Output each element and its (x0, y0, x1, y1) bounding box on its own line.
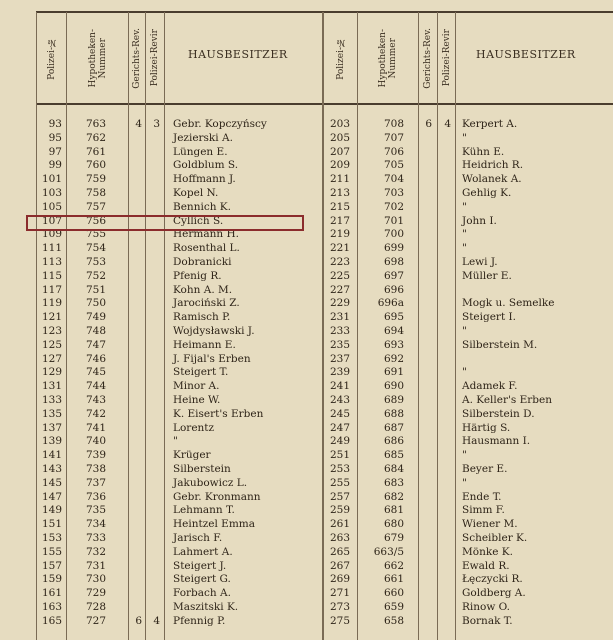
cell-hausbesitzer: Bornak T. (462, 614, 513, 627)
cell-polizei-nr: 117 (41, 283, 62, 296)
cell-hypotheken-nr: 663/5 (373, 545, 404, 558)
cell-hypotheken-nr: 761 (85, 145, 106, 158)
table-row (0, 532, 613, 545)
cell-hausbesitzer: A. Keller's Erben (462, 394, 552, 406)
cell-hausbesitzer: Pfennig P. (173, 614, 226, 627)
table-row (0, 394, 613, 407)
table-row (0, 284, 613, 297)
cell-polizei-nr: 123 (41, 325, 62, 337)
cell-hypotheken-nr: 762 (85, 131, 106, 144)
table-row (0, 297, 613, 310)
cell-hausbesitzer: Forbach A. (173, 587, 231, 600)
cell-polizei-nr: 255 (329, 476, 350, 489)
cell-hausbesitzer: Bennich K. (173, 200, 231, 213)
cell-polizei-nr: 107 (41, 214, 62, 227)
top-rule (36, 11, 613, 13)
cell-hausbesitzer: Gebr. Kopczyńscy (173, 118, 267, 130)
cell-polizei-nr: 243 (329, 394, 350, 406)
header-hausbesitzer: HAUSBESITZER (476, 48, 576, 61)
cell-hypotheken-nr: 689 (383, 394, 404, 406)
cell-polizei-nr: 261 (329, 518, 350, 531)
cell-hausbesitzer: Rinow O. (462, 601, 511, 613)
cell-polizei-nr: 153 (41, 532, 62, 544)
cell-hausbesitzer: Lewi J. (462, 256, 498, 268)
cell-hypotheken-nr: 746 (85, 352, 106, 365)
cell-hypotheken-nr: 758 (85, 187, 106, 199)
cell-hypotheken-nr: 696 (383, 283, 404, 296)
cell-gerichts-rev: 6 (135, 614, 142, 627)
cell-hypotheken-nr: 740 (85, 435, 106, 448)
cell-polizei-nr: 263 (329, 532, 350, 544)
cell-hausbesitzer: Maszitski K. (173, 601, 239, 613)
cell-polizei-nr: 209 (329, 159, 350, 172)
cell-hausbesitzer: " (462, 200, 467, 213)
cell-hypotheken-nr: 681 (383, 504, 404, 517)
table-row (0, 146, 613, 159)
cell-hypotheken-nr: 733 (85, 532, 106, 544)
cell-hausbesitzer: Heimann E. (173, 338, 236, 351)
cell-polizei-nr: 151 (41, 518, 62, 531)
cell-hausbesitzer: Mogk u. Semelke (462, 297, 555, 310)
table-row (0, 366, 613, 379)
cell-hausbesitzer: Beyer E. (462, 463, 508, 475)
cell-hausbesitzer: Kühn E. (462, 145, 505, 158)
header-hypotheken: Hypotheken- Nummer (87, 28, 108, 88)
cell-hypotheken-nr: 743 (85, 394, 106, 406)
cell-hausbesitzer: " (462, 476, 467, 489)
cell-hausbesitzer: Lehmann T. (173, 504, 235, 517)
cell-hausbesitzer: Steigert T. (173, 366, 229, 379)
header-polizei: Polizei-№ (335, 36, 346, 80)
table-row (0, 463, 613, 476)
table-row (0, 477, 613, 490)
table-row (0, 380, 613, 393)
cell-hypotheken-nr: 701 (383, 214, 404, 227)
cell-hausbesitzer: Kopel N. (173, 187, 219, 199)
cell-polizei-nr: 231 (329, 311, 350, 324)
table-row (0, 353, 613, 366)
cell-hypotheken-nr: 754 (85, 242, 106, 255)
table-row (0, 311, 613, 324)
cell-hausbesitzer: Wolanek A. (462, 173, 522, 186)
cell-hausbesitzer: Adamek F. (462, 380, 518, 393)
cell-hausbesitzer: Heine W. (173, 394, 221, 406)
cell-polizei-nr: 93 (48, 118, 62, 130)
cell-hypotheken-nr: 707 (383, 131, 404, 144)
cell-hausbesitzer: Müller E. (462, 269, 512, 282)
cell-hypotheken-nr: 697 (383, 269, 404, 282)
cell-hausbesitzer: " (462, 366, 467, 379)
table-row (0, 422, 613, 435)
cell-hypotheken-nr: 759 (85, 173, 106, 186)
cell-hypotheken-nr: 744 (85, 380, 106, 393)
cell-hypotheken-nr: 691 (383, 366, 404, 379)
cell-polizei-nr: 165 (41, 614, 62, 627)
cell-polizei-nr: 275 (329, 614, 350, 627)
row-highlight-box (26, 215, 304, 231)
table-row (0, 504, 613, 517)
cell-polizei-nr: 203 (329, 118, 350, 130)
cell-polizei-nr: 233 (329, 325, 350, 337)
cell-hausbesitzer: Silberstein D. (462, 407, 535, 420)
cell-hausbesitzer: Jarisch F. (173, 532, 223, 544)
cell-polizei-nr: 111 (41, 242, 62, 255)
cell-polizei-nr: 143 (41, 463, 62, 475)
cell-polizei-nr: 217 (329, 214, 350, 227)
cell-hypotheken-nr: 690 (383, 380, 404, 393)
cell-hypotheken-nr: 692 (383, 352, 404, 365)
table-row (0, 159, 613, 172)
cell-hypotheken-nr: 737 (85, 476, 106, 489)
cell-hypotheken-nr: 736 (85, 490, 106, 503)
cell-polizei-nr: 129 (41, 366, 62, 379)
header-polizei-revir: Polizei-Revir (150, 29, 160, 87)
cell-hypotheken-nr: 755 (85, 228, 106, 241)
cell-hausbesitzer: Jezierski A. (173, 131, 233, 144)
cell-gerichts-rev: 6 (425, 118, 432, 130)
cell-hausbesitzer: John I. (462, 214, 497, 227)
cell-polizei-nr: 161 (41, 587, 62, 600)
cell-polizei-nr: 215 (329, 200, 350, 213)
cell-hypotheken-nr: 683 (383, 476, 404, 489)
cell-polizei-nr: 157 (41, 559, 62, 572)
cell-hypotheken-nr: 756 (85, 214, 106, 227)
cell-hausbesitzer: Ramisch P. (173, 311, 231, 324)
cell-polizei-nr: 155 (41, 545, 62, 558)
cell-polizei-nr: 99 (48, 159, 62, 172)
cell-hypotheken-nr: 751 (85, 283, 106, 296)
cell-hausbesitzer: Wiener M. (462, 518, 518, 531)
cell-hypotheken-nr: 695 (383, 311, 404, 324)
cell-polizei-nr: 103 (41, 187, 62, 199)
cell-polizei-nr: 119 (41, 297, 62, 310)
cell-polizei-nr: 223 (329, 256, 350, 268)
cell-hausbesitzer: " (462, 242, 467, 255)
cell-hypotheken-nr: 699 (383, 242, 404, 255)
cell-hausbesitzer: Silberstein (173, 463, 231, 475)
cell-hypotheken-nr: 705 (383, 159, 404, 172)
cell-polizei-nr: 95 (48, 131, 62, 144)
cell-hausbesitzer: Jakubowicz L. (173, 476, 248, 489)
cell-hypotheken-nr: 752 (85, 269, 106, 282)
table-row (0, 256, 613, 269)
cell-hypotheken-nr: 748 (85, 325, 106, 337)
cell-hausbesitzer: Lüngen E. (173, 145, 228, 158)
cell-hypotheken-nr: 658 (383, 614, 404, 627)
header-gerichts-rev: Gerichts-Rev. (132, 27, 142, 89)
cell-hausbesitzer: Rosenthal L. (173, 242, 240, 255)
cell-hypotheken-nr: 702 (383, 200, 404, 213)
cell-gerichts-rev: 4 (135, 118, 142, 130)
cell-hypotheken-nr: 703 (383, 187, 404, 199)
table-row (0, 270, 613, 283)
cell-hausbesitzer: Goldberg A. (462, 587, 526, 600)
cell-hypotheken-nr: 693 (383, 338, 404, 351)
table-row (0, 201, 613, 214)
cell-hausbesitzer: " (462, 228, 467, 241)
table-row (0, 408, 613, 421)
cell-polizei-nr: 229 (329, 297, 350, 310)
table-row (0, 242, 613, 255)
cell-hypotheken-nr: 694 (383, 325, 404, 337)
table-row (0, 187, 613, 200)
cell-hypotheken-nr: 680 (383, 518, 404, 531)
table-row (0, 173, 613, 186)
cell-polizei-nr: 97 (48, 145, 62, 158)
cell-hausbesitzer: J. Fijal's Erben (173, 352, 251, 365)
cell-polizei-nr: 149 (41, 504, 62, 517)
cell-polizei-nr: 227 (329, 283, 350, 296)
cell-hausbesitzer: Ewald R. (462, 559, 510, 572)
cell-hausbesitzer: Cyllich S. (173, 214, 224, 227)
cell-hausbesitzer: Pfenig R. (173, 269, 222, 282)
cell-polizei-nr: 133 (41, 394, 62, 406)
cell-hausbesitzer: Heidrich R. (462, 159, 524, 172)
table-row (0, 518, 613, 531)
header-gerichts-rev: Gerichts-Rev. (423, 27, 433, 89)
cell-hypotheken-nr: 732 (85, 545, 106, 558)
cell-hypotheken-nr: 660 (383, 587, 404, 600)
cell-hypotheken-nr: 704 (383, 173, 404, 186)
header-rule (36, 103, 613, 105)
cell-polizei-nr: 211 (329, 173, 350, 186)
cell-polizei-nr: 141 (41, 449, 62, 462)
cell-polizei-nr: 113 (41, 256, 62, 268)
table-row (0, 491, 613, 504)
table-row (0, 339, 613, 352)
cell-polizei-nr: 147 (41, 490, 62, 503)
cell-polizei-nr: 271 (329, 587, 350, 600)
cell-hypotheken-nr: 742 (85, 407, 106, 420)
cell-hypotheken-nr: 747 (85, 338, 106, 351)
cell-polizei-revir: 3 (153, 118, 160, 130)
cell-hausbesitzer: Kerpert A. (462, 118, 518, 130)
cell-hausbesitzer: Gehlig K. (462, 187, 512, 199)
cell-polizei-nr: 257 (329, 490, 350, 503)
header-hypotheken: Hypotheken- Nummer (378, 28, 398, 88)
cell-hausbesitzer: " (462, 449, 467, 462)
cell-hausbesitzer: Minor A. (173, 380, 220, 393)
cell-polizei-revir: 4 (444, 118, 451, 130)
cell-hypotheken-nr: 763 (85, 118, 106, 130)
cell-polizei-nr: 247 (329, 421, 350, 434)
header-hausbesitzer: HAUSBESITZER (188, 48, 288, 61)
cell-polizei-nr: 237 (329, 352, 350, 365)
table-row (0, 587, 613, 600)
cell-hypotheken-nr: 749 (85, 311, 106, 324)
header-polizei-revir: Polizei-Revir (441, 29, 452, 87)
cell-hypotheken-nr: 738 (85, 463, 106, 475)
cell-polizei-nr: 159 (41, 573, 62, 586)
cell-polizei-nr: 239 (329, 366, 350, 379)
cell-polizei-nr: 145 (41, 476, 62, 489)
cell-hypotheken-nr: 682 (383, 490, 404, 503)
cell-hypotheken-nr: 706 (383, 145, 404, 158)
cell-hausbesitzer: " (462, 131, 467, 144)
cell-polizei-nr: 253 (329, 463, 350, 475)
cell-hausbesitzer: Hoffmann J. (173, 173, 236, 186)
cell-hypotheken-nr: 731 (85, 559, 106, 572)
cell-hausbesitzer: Simm F. (462, 504, 505, 517)
cell-hausbesitzer: Kohn A. M. (173, 283, 233, 296)
cell-hausbesitzer: Mönke K. (462, 545, 513, 558)
cell-hausbesitzer: " (173, 435, 178, 448)
cell-hausbesitzer: Heintzel Emma (173, 518, 255, 531)
cell-hypotheken-nr: 686 (383, 435, 404, 448)
cell-polizei-nr: 137 (41, 421, 62, 434)
cell-hausbesitzer: Silberstein M. (462, 338, 538, 351)
cell-hausbesitzer: Jarociński Z. (173, 297, 240, 310)
cell-polizei-nr: 163 (41, 601, 62, 613)
cell-polizei-nr: 127 (41, 352, 62, 365)
cell-hypotheken-nr: 696a (377, 297, 404, 310)
cell-hausbesitzer: Gebr. Kronmann (173, 490, 261, 503)
table-row (0, 449, 613, 462)
cell-hausbesitzer: " (462, 325, 467, 337)
cell-hausbesitzer: Krüger (173, 449, 211, 462)
table-row (0, 118, 613, 131)
cell-hypotheken-nr: 760 (85, 159, 106, 172)
table-row (0, 546, 613, 559)
cell-hypotheken-nr: 741 (85, 421, 106, 434)
cell-hypotheken-nr: 661 (383, 573, 404, 586)
cell-polizei-revir: 4 (153, 614, 160, 627)
header-polizei: Polizei-№ (46, 36, 57, 80)
cell-hypotheken-nr: 739 (85, 449, 106, 462)
cell-hypotheken-nr: 685 (383, 449, 404, 462)
cell-polizei-nr: 135 (41, 407, 62, 420)
cell-polizei-nr: 125 (41, 338, 62, 351)
cell-polizei-nr: 221 (329, 242, 350, 255)
cell-hypotheken-nr: 687 (383, 421, 404, 434)
cell-hausbesitzer: Steigert G. (173, 573, 231, 586)
cell-polizei-nr: 259 (329, 504, 350, 517)
table-row (0, 325, 613, 338)
cell-polizei-nr: 269 (329, 573, 350, 586)
table-row (0, 601, 613, 614)
cell-polizei-nr: 241 (329, 380, 350, 393)
cell-polizei-nr: 225 (329, 269, 350, 282)
cell-polizei-nr: 131 (41, 380, 62, 393)
cell-polizei-nr: 105 (41, 200, 62, 213)
cell-hypotheken-nr: 727 (85, 614, 106, 627)
cell-polizei-nr: 205 (329, 131, 350, 144)
table-row (0, 435, 613, 448)
cell-hypotheken-nr: 700 (383, 228, 404, 241)
cell-polizei-nr: 213 (329, 187, 350, 199)
cell-hypotheken-nr: 750 (85, 297, 106, 310)
cell-hypotheken-nr: 757 (85, 200, 106, 213)
cell-hausbesitzer: Hermann H. (173, 228, 239, 241)
cell-hausbesitzer: K. Eisert's Erben (173, 407, 264, 420)
cell-hausbesitzer: Łęczycki R. (462, 573, 523, 586)
cell-hypotheken-nr: 734 (85, 518, 106, 531)
cell-hausbesitzer: Lorentz (173, 421, 215, 434)
cell-hausbesitzer: Wojdysławski J. (173, 325, 255, 337)
cell-polizei-nr: 273 (329, 601, 350, 613)
cell-hypotheken-nr: 698 (383, 256, 404, 268)
table-row (0, 132, 613, 145)
table-row (0, 573, 613, 586)
cell-hausbesitzer: Scheibler K. (462, 532, 528, 544)
cell-hausbesitzer: Steigert I. (462, 311, 516, 324)
cell-polizei-nr: 121 (41, 311, 62, 324)
cell-polizei-nr: 267 (329, 559, 350, 572)
cell-hypotheken-nr: 730 (85, 573, 106, 586)
cell-polizei-nr: 245 (329, 407, 350, 420)
cell-hypotheken-nr: 753 (85, 256, 106, 268)
cell-hausbesitzer: Dobranicki (173, 256, 232, 268)
cell-hypotheken-nr: 735 (85, 504, 106, 517)
cell-polizei-nr: 207 (329, 145, 350, 158)
cell-polizei-nr: 139 (41, 435, 62, 448)
cell-hausbesitzer: Lahmert A. (173, 545, 233, 558)
cell-polizei-nr: 249 (329, 435, 350, 448)
cell-hypotheken-nr: 728 (85, 601, 106, 613)
cell-hypotheken-nr: 688 (383, 407, 404, 420)
cell-polizei-nr: 219 (329, 228, 350, 241)
cell-polizei-nr: 101 (41, 173, 62, 186)
cell-hypotheken-nr: 729 (85, 587, 106, 600)
cell-polizei-nr: 115 (41, 269, 62, 282)
cell-hausbesitzer: Steigert J. (173, 559, 227, 572)
cell-polizei-nr: 109 (41, 228, 62, 241)
table-row (0, 560, 613, 573)
cell-polizei-nr: 265 (329, 545, 350, 558)
cell-polizei-nr: 251 (329, 449, 350, 462)
cell-hypotheken-nr: 679 (383, 532, 404, 544)
cell-hausbesitzer: Härtig S. (462, 421, 511, 434)
cell-hausbesitzer: Hausmann I. (462, 435, 531, 448)
cell-hypotheken-nr: 708 (383, 118, 404, 130)
cell-hausbesitzer: Goldblum S. (173, 159, 239, 172)
cell-hypotheken-nr: 659 (383, 601, 404, 613)
cell-hausbesitzer: Ende T. (462, 490, 502, 503)
cell-hypotheken-nr: 684 (383, 463, 404, 475)
cell-hypotheken-nr: 745 (85, 366, 106, 379)
cell-hypotheken-nr: 662 (383, 559, 404, 572)
cell-polizei-nr: 235 (329, 338, 350, 351)
table-row (0, 615, 613, 628)
